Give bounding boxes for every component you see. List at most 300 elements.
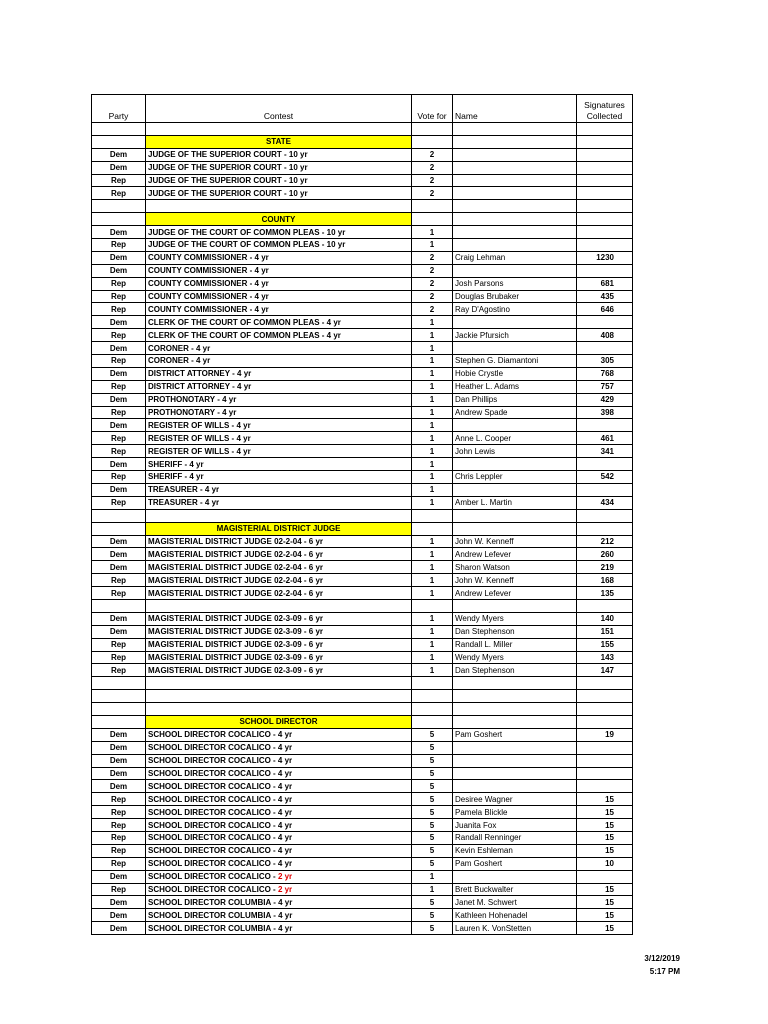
contest-cell <box>146 355 412 368</box>
empty-cell <box>453 522 577 535</box>
party-cell: Rep <box>92 432 146 445</box>
contest-cell <box>146 625 412 638</box>
signatures-cell: 260 <box>577 548 633 561</box>
vote-for-cell: 2 <box>412 174 453 187</box>
print-footer <box>600 952 680 978</box>
contest-cell <box>146 728 412 741</box>
table-row <box>92 303 633 316</box>
contest-text: MAGISTERIAL DISTRICT JUDGE 02-3-09 - 6 yr <box>148 614 323 624</box>
table-row <box>92 548 633 561</box>
table-row <box>92 355 633 368</box>
contest-cell <box>146 638 412 651</box>
signatures-cell <box>577 161 633 174</box>
table-row <box>92 612 633 625</box>
candidate-name-cell: Wendy Myers <box>453 651 577 664</box>
empty-cell <box>453 715 577 728</box>
empty-cell <box>412 522 453 535</box>
vote-for-cell: 5 <box>412 922 453 935</box>
vote-for-cell: 1 <box>412 625 453 638</box>
signatures-cell: 135 <box>577 587 633 600</box>
candidate-name-cell <box>453 226 577 239</box>
section-heading: STATE <box>146 135 412 148</box>
contest-text: REGISTER OF WILLS - 4 yr <box>148 420 251 430</box>
contest-cell <box>146 909 412 922</box>
party-cell: Dem <box>92 316 146 329</box>
table-row <box>92 226 633 239</box>
party-cell: Dem <box>92 264 146 277</box>
vote-for-cell: 1 <box>412 380 453 393</box>
signatures-cell: 15 <box>577 793 633 806</box>
contest-text: COUNTY COMMISSIONER - 4 yr <box>148 292 269 302</box>
empty-cell <box>577 703 633 716</box>
candidate-name-cell <box>453 316 577 329</box>
empty-cell <box>92 123 146 136</box>
candidate-signatures-table <box>91 94 633 935</box>
empty-cell <box>412 715 453 728</box>
table-row <box>92 535 633 548</box>
party-cell: Rep <box>92 638 146 651</box>
party-cell: Dem <box>92 367 146 380</box>
candidate-name-cell: Dan Phillips <box>453 393 577 406</box>
empty-cell <box>577 522 633 535</box>
candidate-name-cell: Randall Renninger <box>453 831 577 844</box>
signatures-cell: 15 <box>577 883 633 896</box>
contest-text: JUDGE OF THE COURT OF COMMON PLEAS - 10 yr <box>148 240 346 250</box>
table-row <box>92 793 633 806</box>
contest-cell <box>146 870 412 883</box>
party-cell: Rep <box>92 574 146 587</box>
signatures-cell: 219 <box>577 561 633 574</box>
party-cell: Dem <box>92 393 146 406</box>
candidate-name-cell: John W. Kenneff <box>453 574 577 587</box>
blank-row <box>92 703 633 716</box>
empty-cell <box>146 509 412 522</box>
contest-cell <box>146 587 412 600</box>
table-row <box>92 458 633 471</box>
contest-cell <box>146 819 412 832</box>
contest-text: JUDGE OF THE SUPERIOR COURT - 10 yr <box>148 188 308 198</box>
signatures-cell: 143 <box>577 651 633 664</box>
party-cell: Dem <box>92 896 146 909</box>
signatures-cell: 15 <box>577 844 633 857</box>
table-row <box>92 496 633 509</box>
vote-for-cell: 1 <box>412 574 453 587</box>
table-row <box>92 393 633 406</box>
contest-text: JUDGE OF THE SUPERIOR COURT - 10 yr <box>148 176 308 185</box>
party-cell: Dem <box>92 548 146 561</box>
table-row <box>92 587 633 600</box>
party-cell: Dem <box>92 754 146 767</box>
print-time: 5:17 PM <box>649 967 680 976</box>
table-row <box>92 290 633 303</box>
signatures-cell <box>577 316 633 329</box>
empty-cell <box>92 599 146 612</box>
signatures-cell: 140 <box>577 612 633 625</box>
header-name: Name <box>453 95 577 123</box>
contest-cell <box>146 496 412 509</box>
table-row <box>92 445 633 458</box>
contest-cell <box>146 831 412 844</box>
signatures-cell <box>577 767 633 780</box>
candidate-name-cell: Pam Goshert <box>453 728 577 741</box>
vote-for-cell: 1 <box>412 651 453 664</box>
table-row <box>92 367 633 380</box>
table-row <box>92 561 633 574</box>
contest-text: CLERK OF THE COURT OF COMMON PLEAS - 4 yr <box>148 330 341 340</box>
vote-for-cell: 5 <box>412 754 453 767</box>
signatures-cell <box>577 148 633 161</box>
candidate-name-cell: Hobie Crystle <box>453 367 577 380</box>
table-row <box>92 728 633 741</box>
contest-text: SCHOOL DIRECTOR COCALICO - 4 yr <box>148 743 293 753</box>
empty-cell <box>92 703 146 716</box>
empty-cell <box>92 135 146 148</box>
contest-text: MAGISTERIAL DISTRICT JUDGE 02-2-04 - 6 yr <box>148 536 323 546</box>
candidate-name-cell <box>453 870 577 883</box>
contest-cell <box>146 754 412 767</box>
section-heading: COUNTY <box>146 213 412 226</box>
candidate-name-cell: Brett Buckwalter <box>453 883 577 896</box>
table-row <box>92 329 633 342</box>
table-row <box>92 844 633 857</box>
contest-text: SCHOOL DIRECTOR COCALICO - 4 yr <box>148 820 293 830</box>
table-row <box>92 780 633 793</box>
candidate-name-cell: Jackie Pfursich <box>453 329 577 342</box>
candidate-name-cell: Josh Parsons <box>453 277 577 290</box>
contest-text: MAGISTERIAL DISTRICT JUDGE 02-3-09 - 6 yr <box>148 640 323 650</box>
contest-cell <box>146 264 412 277</box>
party-cell: Rep <box>92 831 146 844</box>
blank-row <box>92 200 633 213</box>
contest-cell <box>146 767 412 780</box>
section-row <box>92 135 633 148</box>
contest-text: PROTHONOTARY - 4 yr <box>148 408 237 418</box>
blank-row <box>92 677 633 690</box>
candidate-name-cell: Heather L. Adams <box>453 380 577 393</box>
contest-text: SCHOOL DIRECTOR COCALICO - 4 yr <box>148 833 293 843</box>
table-row <box>92 909 633 922</box>
contest-cell <box>146 922 412 935</box>
vote-for-cell: 5 <box>412 767 453 780</box>
table-row <box>92 432 633 445</box>
signatures-cell <box>577 741 633 754</box>
party-cell: Dem <box>92 909 146 922</box>
contest-text: DISTRICT ATTORNEY - 4 yr <box>148 369 252 379</box>
empty-cell <box>453 135 577 148</box>
contest-cell <box>146 883 412 896</box>
party-cell: Rep <box>92 844 146 857</box>
party-cell: Dem <box>92 161 146 174</box>
contest-cell <box>146 174 412 187</box>
signatures-cell <box>577 342 633 355</box>
table-body <box>92 123 633 935</box>
signatures-cell: 681 <box>577 277 633 290</box>
contest-text: SHERIFF - 4 yr <box>148 472 204 482</box>
candidate-name-cell: Janet M. Schwert <box>453 896 577 909</box>
party-cell: Rep <box>92 806 146 819</box>
signatures-cell: 212 <box>577 535 633 548</box>
empty-cell <box>577 509 633 522</box>
party-cell: Rep <box>92 496 146 509</box>
signatures-cell <box>577 174 633 187</box>
contest-text: MAGISTERIAL DISTRICT JUDGE 02-2-04 - 6 yr <box>148 588 323 598</box>
contest-cell <box>146 342 412 355</box>
contest-cell <box>146 793 412 806</box>
contest-cell <box>146 277 412 290</box>
contest-cell <box>146 226 412 239</box>
signatures-cell: 542 <box>577 471 633 484</box>
vote-for-cell: 1 <box>412 316 453 329</box>
contest-text: SCHOOL DIRECTOR COCALICO - 4 yr <box>148 781 293 791</box>
signatures-cell: 15 <box>577 806 633 819</box>
empty-cell <box>412 677 453 690</box>
contest-text: COUNTY COMMISSIONER - 4 yr <box>148 304 269 314</box>
table-row <box>92 651 633 664</box>
vote-for-cell: 1 <box>412 432 453 445</box>
empty-cell <box>453 123 577 136</box>
candidate-name-cell <box>453 754 577 767</box>
table-row <box>92 741 633 754</box>
contest-cell <box>146 651 412 664</box>
header-signatures-line1: Signatures <box>584 100 625 110</box>
vote-for-cell: 1 <box>412 355 453 368</box>
contest-text: TREASURER - 4 yr <box>148 498 220 508</box>
candidate-name-cell: Wendy Myers <box>453 612 577 625</box>
table-row <box>92 148 633 161</box>
party-cell: Rep <box>92 239 146 252</box>
candidate-name-cell <box>453 161 577 174</box>
party-cell: Rep <box>92 303 146 316</box>
blank-row <box>92 690 633 703</box>
table-row <box>92 483 633 496</box>
table-row <box>92 754 633 767</box>
empty-cell <box>577 200 633 213</box>
signatures-cell <box>577 458 633 471</box>
signatures-cell <box>577 187 633 200</box>
signatures-cell <box>577 870 633 883</box>
table-row <box>92 767 633 780</box>
empty-cell <box>92 677 146 690</box>
signatures-cell <box>577 226 633 239</box>
contest-text: SCHOOL DIRECTOR COCALICO - 4 yr <box>148 756 293 766</box>
contest-text: COUNTY COMMISSIONER - 4 yr <box>148 253 269 263</box>
table-row <box>92 857 633 870</box>
header-row <box>92 95 633 123</box>
empty-cell <box>577 135 633 148</box>
candidate-name-cell: Kathleen Hohenadel <box>453 909 577 922</box>
table-row <box>92 806 633 819</box>
empty-cell <box>146 703 412 716</box>
header-vote-for: Vote for <box>412 95 453 123</box>
signatures-cell: 168 <box>577 574 633 587</box>
vote-for-cell: 5 <box>412 909 453 922</box>
party-cell: Rep <box>92 445 146 458</box>
print-date: 3/12/2019 <box>644 954 680 963</box>
signatures-cell: 151 <box>577 625 633 638</box>
table-row <box>92 883 633 896</box>
contest-cell <box>146 148 412 161</box>
empty-cell <box>146 677 412 690</box>
candidate-name-cell: Andrew Lefever <box>453 587 577 600</box>
table-row <box>92 174 633 187</box>
header-contest: Contest <box>146 95 412 123</box>
empty-cell <box>412 599 453 612</box>
party-cell: Dem <box>92 483 146 496</box>
contest-text: SCHOOL DIRECTOR COCALICO - 4 yr <box>148 730 293 740</box>
party-cell: Rep <box>92 793 146 806</box>
empty-cell <box>453 703 577 716</box>
vote-for-cell: 5 <box>412 806 453 819</box>
table-row <box>92 161 633 174</box>
signatures-cell: 408 <box>577 329 633 342</box>
section-row <box>92 213 633 226</box>
table-row <box>92 239 633 252</box>
contest-text: DISTRICT ATTORNEY - 4 yr <box>148 382 252 392</box>
contest-cell <box>146 548 412 561</box>
signatures-cell: 429 <box>577 393 633 406</box>
contest-text: MAGISTERIAL DISTRICT JUDGE 02-2-04 - 6 yr <box>148 575 323 585</box>
party-cell: Dem <box>92 561 146 574</box>
vote-for-cell: 5 <box>412 896 453 909</box>
contest-cell <box>146 419 412 432</box>
party-cell: Dem <box>92 535 146 548</box>
candidate-name-cell: John Lewis <box>453 445 577 458</box>
blank-row <box>92 123 633 136</box>
table-row <box>92 251 633 264</box>
candidate-name-cell <box>453 174 577 187</box>
candidate-name-cell: Lauren K. VonStetten <box>453 922 577 935</box>
candidate-name-cell <box>453 264 577 277</box>
candidate-name-cell: Stephen G. Diamantoni <box>453 355 577 368</box>
signatures-cell <box>577 264 633 277</box>
vote-for-cell: 1 <box>412 870 453 883</box>
empty-cell <box>412 213 453 226</box>
vote-for-cell: 1 <box>412 458 453 471</box>
party-cell: Dem <box>92 226 146 239</box>
party-cell: Dem <box>92 148 146 161</box>
party-cell: Rep <box>92 819 146 832</box>
contest-term-highlight: 2 yr <box>277 872 293 882</box>
candidate-name-cell: Anne L. Cooper <box>453 432 577 445</box>
vote-for-cell: 1 <box>412 367 453 380</box>
table-row <box>92 264 633 277</box>
vote-for-cell: 1 <box>412 239 453 252</box>
signatures-cell: 15 <box>577 831 633 844</box>
empty-cell <box>92 690 146 703</box>
table-row <box>92 316 633 329</box>
contest-text: JUDGE OF THE SUPERIOR COURT - 10 yr <box>148 150 308 160</box>
table-row <box>92 896 633 909</box>
table-row <box>92 922 633 935</box>
table-row <box>92 277 633 290</box>
party-cell: Dem <box>92 342 146 355</box>
vote-for-cell: 5 <box>412 780 453 793</box>
vote-for-cell: 5 <box>412 819 453 832</box>
contest-cell <box>146 483 412 496</box>
contest-cell <box>146 574 412 587</box>
contest-text: MAGISTERIAL DISTRICT JUDGE 02-3-09 - 6 yr <box>148 652 323 662</box>
vote-for-cell: 1 <box>412 406 453 419</box>
party-cell: Dem <box>92 251 146 264</box>
vote-for-cell: 1 <box>412 342 453 355</box>
vote-for-cell: 5 <box>412 857 453 870</box>
contest-cell <box>146 535 412 548</box>
empty-cell <box>92 509 146 522</box>
candidate-name-cell <box>453 148 577 161</box>
party-cell: Dem <box>92 870 146 883</box>
signatures-cell: 757 <box>577 380 633 393</box>
vote-for-cell: 1 <box>412 638 453 651</box>
contest-cell <box>146 316 412 329</box>
party-cell: Rep <box>92 587 146 600</box>
header-party: Party <box>92 95 146 123</box>
contest-cell <box>146 251 412 264</box>
contest-text: SCHOOL DIRECTOR COCALICO - 4 yr <box>148 859 293 869</box>
table-row <box>92 342 633 355</box>
contest-text: SCHOOL DIRECTOR COCALICO - 4 yr <box>148 794 293 804</box>
vote-for-cell: 1 <box>412 483 453 496</box>
contest-text: TREASURER - 4 yr <box>148 485 220 495</box>
signatures-cell: 398 <box>577 406 633 419</box>
contest-text: JUDGE OF THE SUPERIOR COURT - 10 yr <box>148 163 308 173</box>
signatures-cell <box>577 239 633 252</box>
empty-cell <box>453 690 577 703</box>
party-cell: Dem <box>92 922 146 935</box>
vote-for-cell: 1 <box>412 612 453 625</box>
contest-text: SCHOOL DIRECTOR COLUMBIA - 4 yr <box>148 910 293 920</box>
vote-for-cell: 2 <box>412 277 453 290</box>
contest-cell <box>146 664 412 677</box>
vote-for-cell: 1 <box>412 226 453 239</box>
party-cell: Rep <box>92 883 146 896</box>
candidate-name-cell: Ray D'Agostino <box>453 303 577 316</box>
empty-cell <box>146 200 412 213</box>
party-cell: Rep <box>92 406 146 419</box>
signatures-cell: 15 <box>577 909 633 922</box>
candidate-name-cell: John W. Kenneff <box>453 535 577 548</box>
header-signatures-collected <box>577 95 633 123</box>
empty-cell <box>146 599 412 612</box>
signatures-cell: 155 <box>577 638 633 651</box>
signatures-cell <box>577 419 633 432</box>
empty-cell <box>412 509 453 522</box>
contest-text: SCHOOL DIRECTOR COCALICO - 4 yr <box>148 807 293 817</box>
candidate-name-cell <box>453 239 577 252</box>
party-cell: Rep <box>92 329 146 342</box>
empty-cell <box>146 690 412 703</box>
contest-cell <box>146 432 412 445</box>
party-cell: Rep <box>92 651 146 664</box>
table-row <box>92 471 633 484</box>
table-row <box>92 419 633 432</box>
signatures-cell <box>577 780 633 793</box>
contest-cell <box>146 393 412 406</box>
empty-cell <box>577 715 633 728</box>
section-row <box>92 522 633 535</box>
blank-row <box>92 599 633 612</box>
vote-for-cell: 1 <box>412 419 453 432</box>
candidate-name-cell: Andrew Spade <box>453 406 577 419</box>
vote-for-cell: 5 <box>412 741 453 754</box>
section-row <box>92 715 633 728</box>
party-cell: Rep <box>92 174 146 187</box>
party-cell: Rep <box>92 380 146 393</box>
empty-cell <box>92 715 146 728</box>
contest-text: MAGISTERIAL DISTRICT JUDGE 02-3-09 - 6 yr <box>148 627 323 637</box>
party-cell: Dem <box>92 741 146 754</box>
contest-text: SCHOOL DIRECTOR COCALICO - <box>148 872 278 882</box>
candidate-name-cell <box>453 483 577 496</box>
